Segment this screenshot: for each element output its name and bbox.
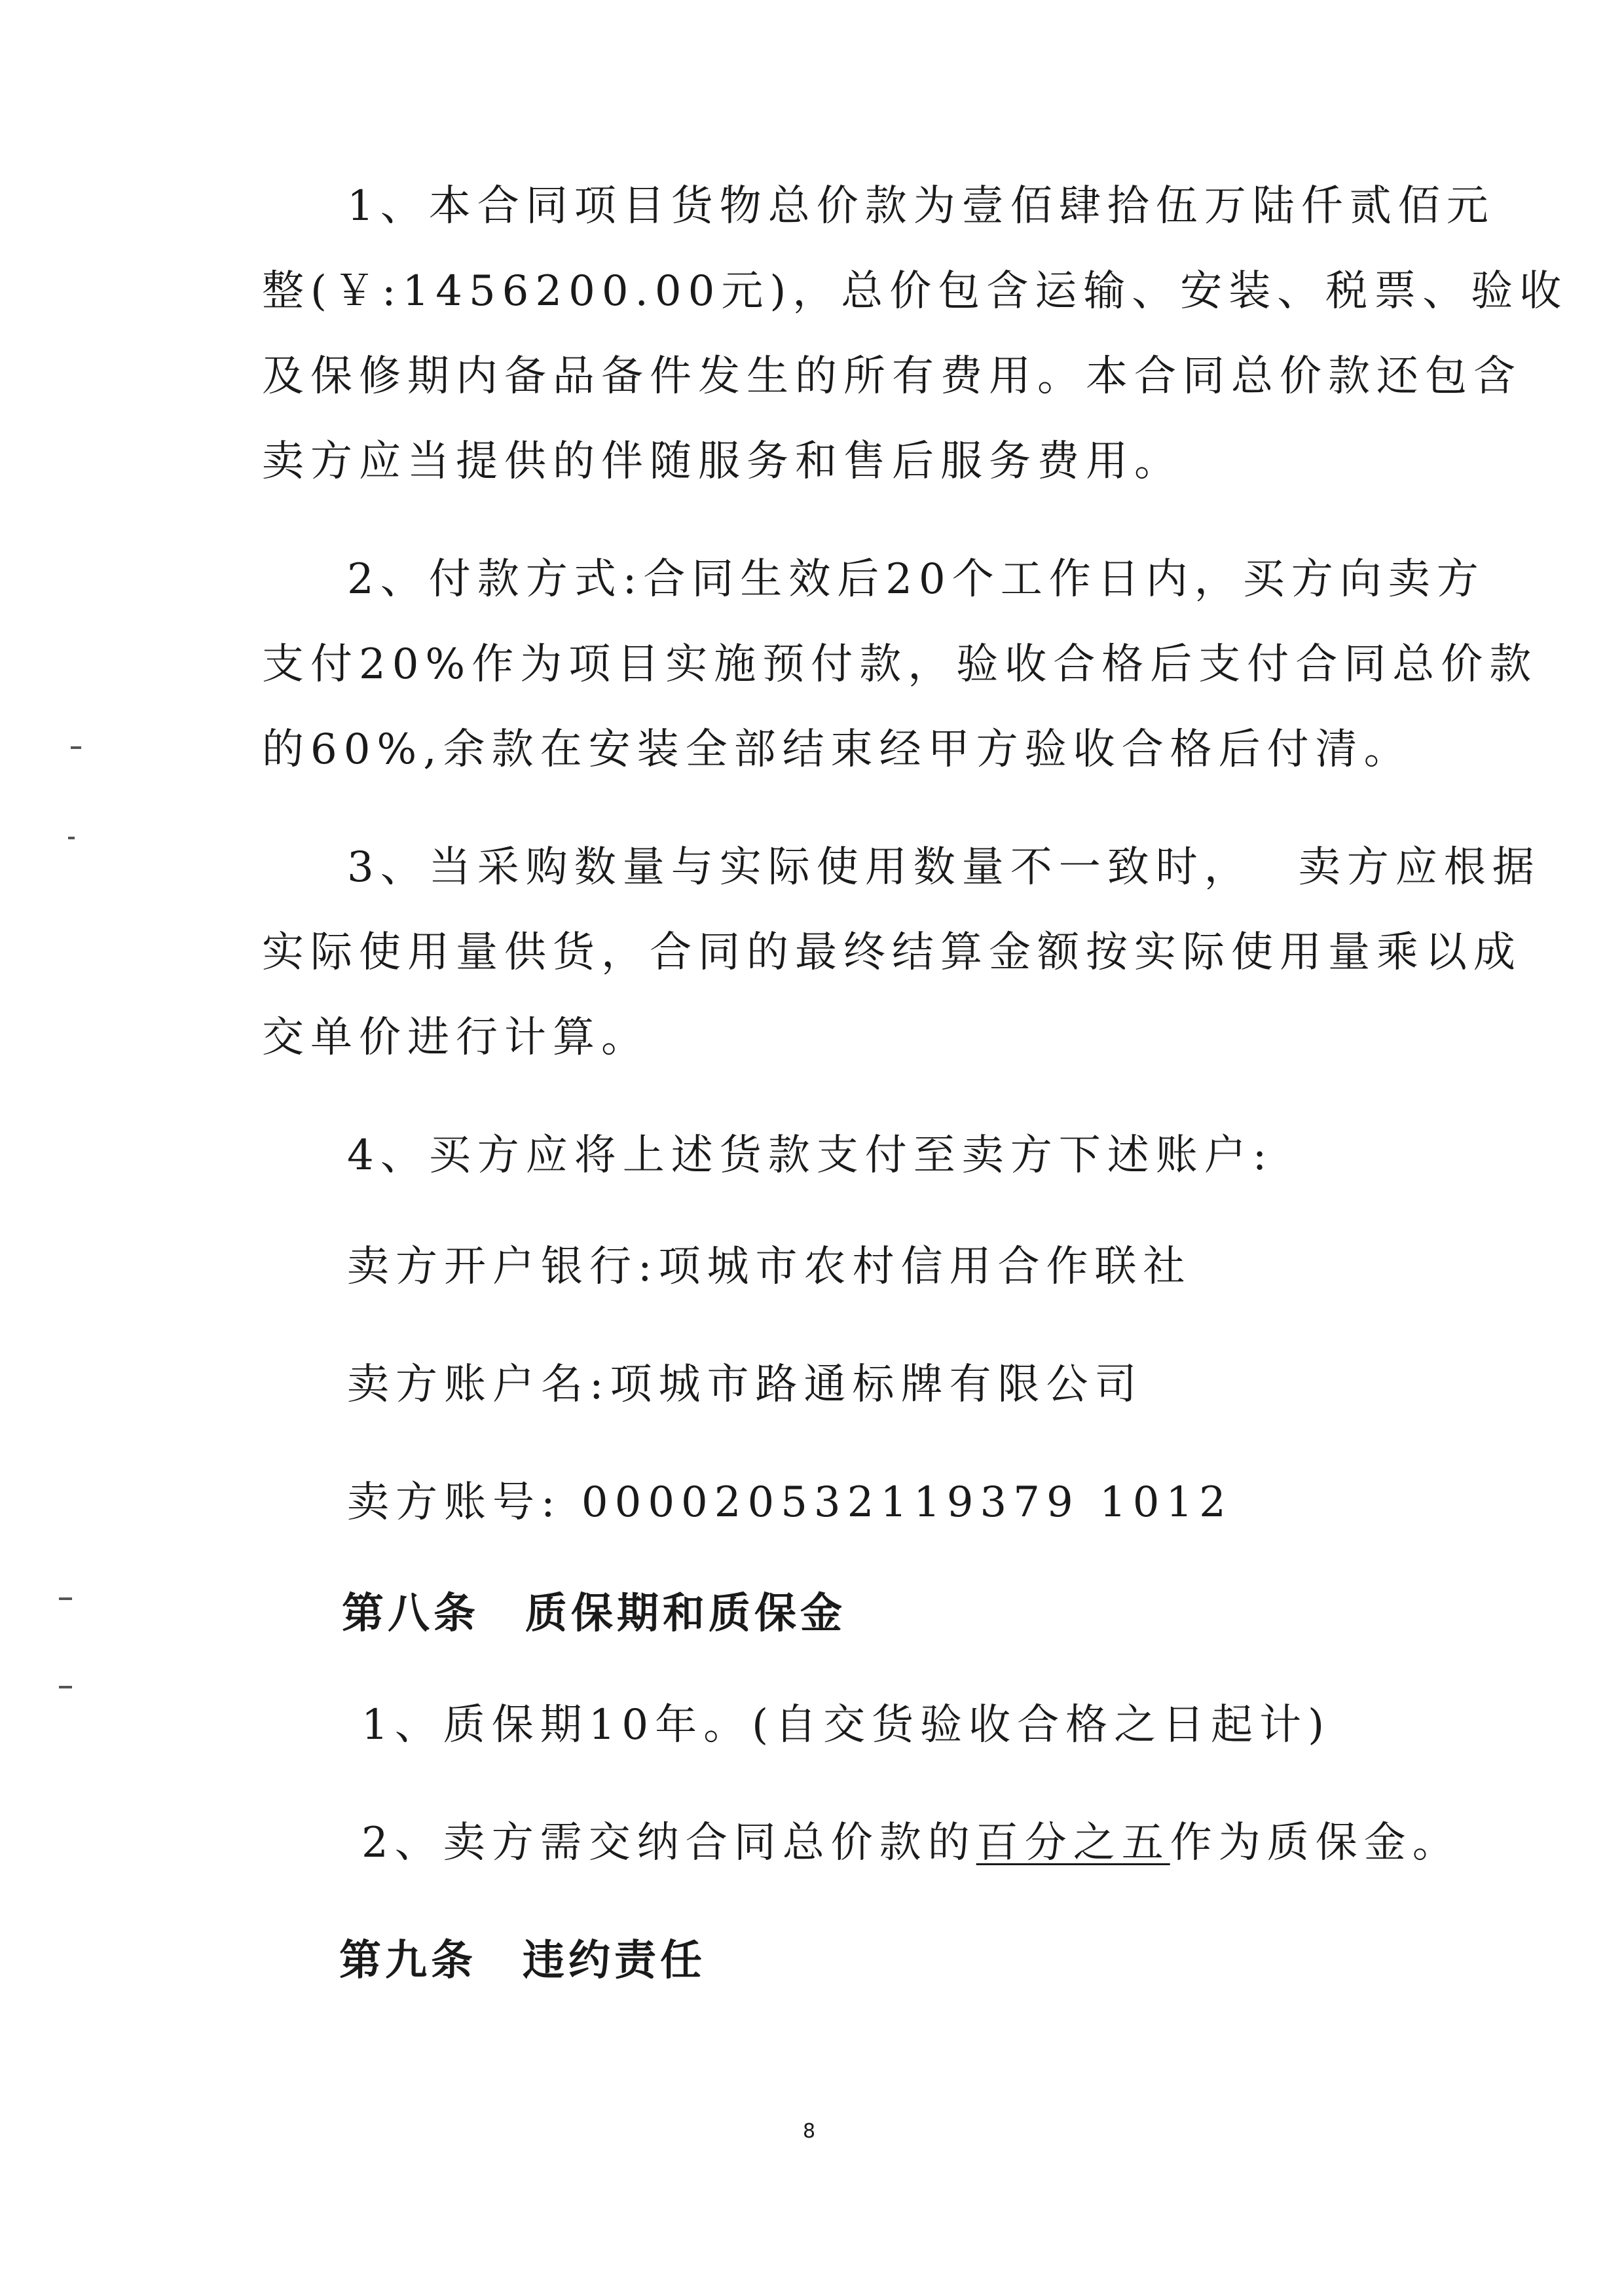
clause7-item4-line1: 4、买方应将上述货款支付至卖方下述账户: — [347, 1131, 1274, 1180]
clause8-item2 — [361, 1819, 1461, 1867]
clause8-heading-title: 质保期和质保金 — [525, 1589, 846, 1638]
clause7-item2-line1: 2、付款方式:合同生效后20个工作日内，买方向卖方 — [347, 555, 1485, 604]
clause7-item1-line4: 卖方应当提供的伴随服务和售后服务费用。 — [262, 437, 1183, 486]
clause9-heading — [339, 1936, 706, 1985]
clause7-item1-line3: 及保修期内备品备件发生的所有费用。本合同总价款还包含 — [262, 352, 1522, 401]
clause8-heading — [342, 1589, 846, 1638]
clause9-heading-number: 第九条 — [339, 1936, 477, 1985]
clause8-item1: 1、质保期10年。(自交货验收合格之日起计) — [361, 1701, 1331, 1749]
seller-account-number: 卖方账号: 000020532119379 1012 — [347, 1478, 1232, 1527]
scan-mark — [71, 746, 81, 749]
clause7-item3-line1 — [347, 843, 1541, 892]
clause8-heading-number: 第八条 — [342, 1589, 479, 1638]
scan-mark — [59, 1686, 72, 1688]
clause9-heading-title: 违约责任 — [523, 1936, 706, 1985]
seller-account-name: 卖方账户名:项城市路通标牌有限公司 — [347, 1360, 1143, 1409]
clause7-item2-line2: 支付20%作为项目实施预付款，验收合格后支付合同总价款 — [262, 640, 1538, 689]
scan-mark — [68, 837, 75, 839]
seller-bank: 卖方开户银行:项城市农村信用合作联社 — [347, 1243, 1192, 1291]
clause7-item1-line1: 1、本合同项目货物总价款为壹佰肆拾伍万陆仟贰佰元 — [347, 182, 1495, 230]
page-number: 8 — [803, 2120, 816, 2143]
clause7-item3-line1-part2: 卖方应根据 — [1298, 843, 1541, 892]
clause8-item2-after: 作为质保金。 — [1170, 1819, 1461, 1867]
clause8-item2-before: 2、卖方需交纳合同总价款的 — [361, 1819, 976, 1867]
scan-mark — [59, 1597, 72, 1600]
clause7-item1-line2: 整(￥:1456200.00元)，总价包含运输、安装、税票、验收 — [262, 267, 1568, 316]
clause8-item2-underlined: 百分之五 — [976, 1819, 1170, 1867]
clause7-item3-line3: 交单价进行计算。 — [262, 1013, 650, 1062]
clause7-item2-line3: 的60%,余款在安装全部结束经甲方验收合格后付清。 — [262, 725, 1412, 774]
clause7-item3-line2: 实际使用量供货，合同的最终结算金额按实际使用量乘以成 — [262, 928, 1522, 977]
clause7-item3-line1-part1: 3、当采购数量与实际使用数量不一致时， — [347, 843, 1253, 892]
